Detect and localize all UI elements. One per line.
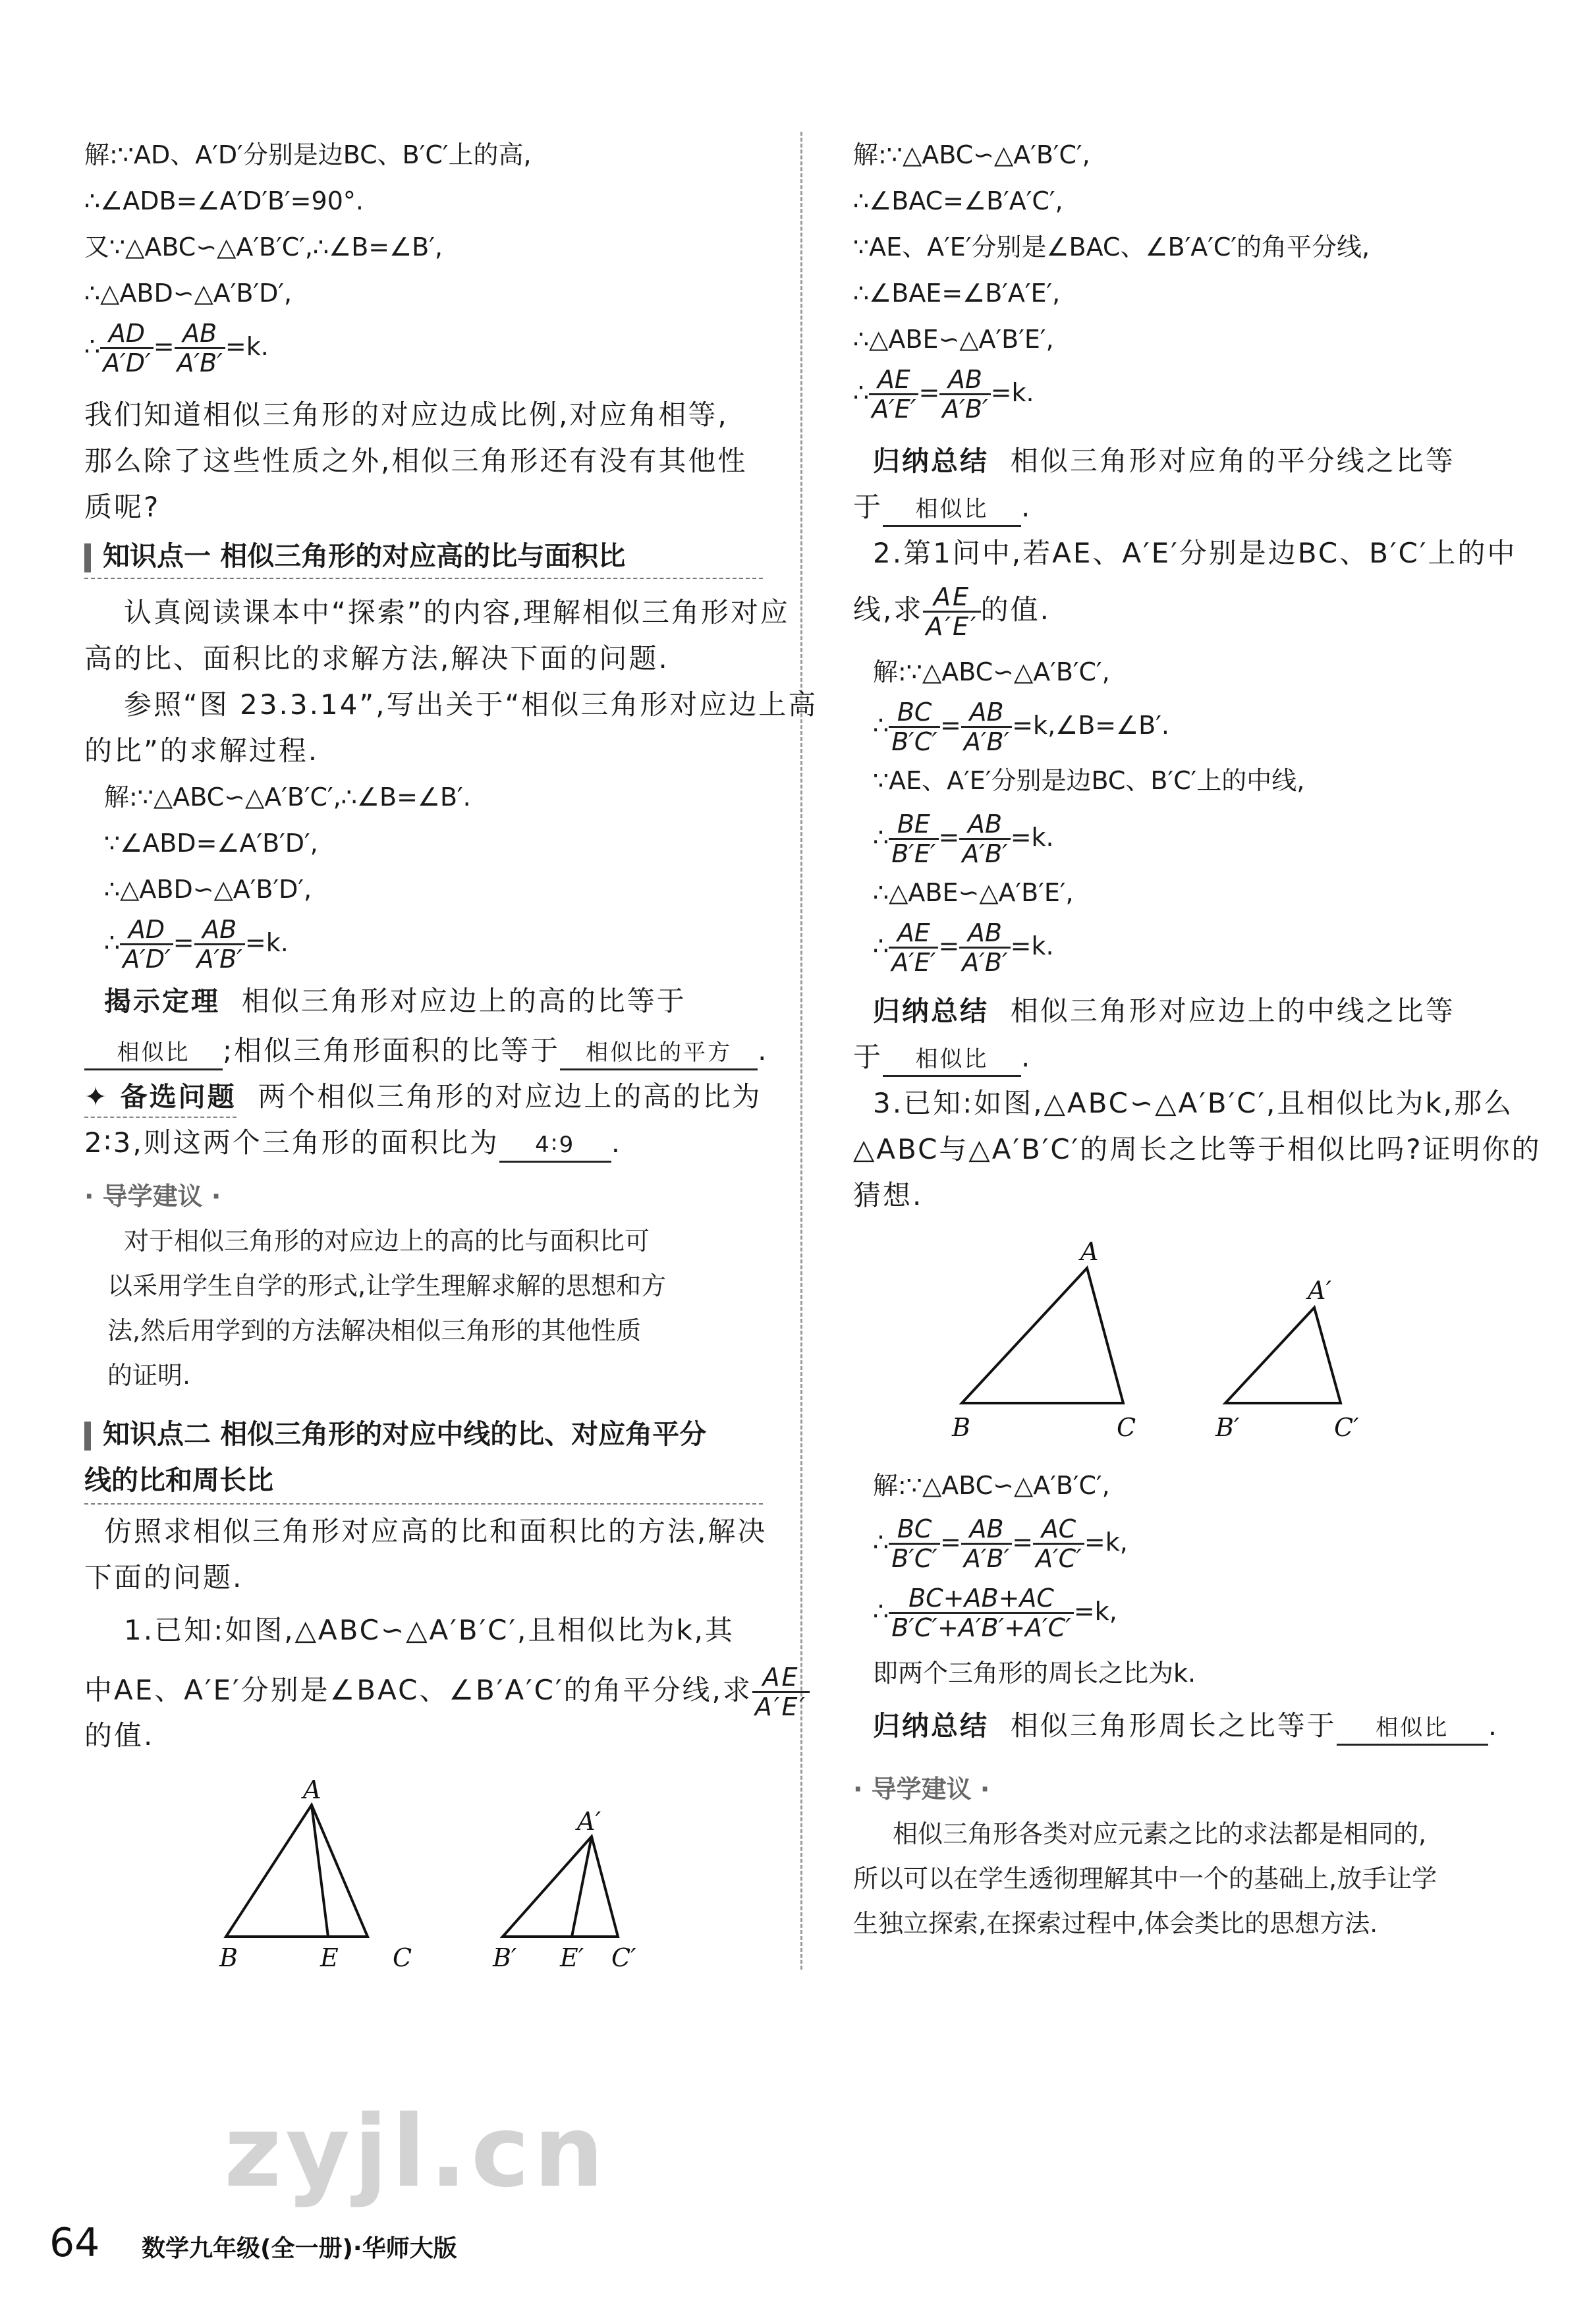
knowledge-point-1-title: 知识点一 相似三角形的对应高的比与面积比 — [84, 535, 625, 577]
q1-line-2: 中AE、A′E′分别是∠BAC、∠B′A′C′的角平分线,求 $\frac{AE}{A'E'}$ — [84, 1663, 810, 1721]
proof4-line-3: ∴△ABE∽△A′B′E′, — [873, 878, 1074, 907]
summary-tag: 归纳总结 — [873, 1710, 989, 1742]
page-number: 64 — [49, 2220, 100, 2266]
fraction: $\frac{BC}{B'C'}$ — [889, 698, 940, 756]
bisector-a2e2 — [572, 1837, 592, 1937]
proof1-line-2: ∴∠ADB=∠A′D′B′=90°. — [84, 186, 364, 215]
guide-title: · 导学建议 · — [84, 1182, 221, 1211]
fraction: $\frac{AB}{A'B'}$ — [175, 319, 225, 377]
guide-text-3: 法,然后用学到的方法解决相似三角形的其他性质 — [107, 1316, 642, 1345]
guide-text-3: 生独立探索,在探索过程中,体会类比的思想方法. — [853, 1909, 1378, 1938]
proof3-line-1: 解:∵△ABC∽△A′B′C′, — [853, 140, 1090, 169]
fraction: $\frac{BC}{B'C'}$ — [889, 1515, 940, 1572]
fraction: $\frac{AE}{A'E'}$ — [752, 1663, 810, 1721]
guide-text-2: 以采用学生自学的形式,让学生理解求解的思想和方 — [107, 1271, 667, 1300]
fraction: $\frac{BC+AB+AC}{B'C'+A'B'+A'C'}$ — [889, 1584, 1074, 1642]
proof4-ratio-2: ∴ $\frac{BE}{B'E'}$ = $\frac{AB}{A'B'}$ =k. — [873, 810, 1054, 868]
intro-line-1: 我们知道相似三角形的对应边成比例,对应角相等, — [84, 399, 729, 431]
proof4-ratio-1: ∴ $\frac{BC}{B'C'}$ = $\frac{AB}{A'B'}$ =k,∠B=∠B′. — [873, 698, 1169, 756]
kp1-text-3: 参照“图 23.3.14”,写出关于“相似三角形对应边上高 — [124, 688, 818, 721]
q3-line-1: 3.已知:如图,△ABC∽△A′B′C′,且相似比为k,那么 — [873, 1087, 1514, 1119]
fraction: $\frac{AB}{A'B'}$ — [961, 698, 1012, 756]
fraction: $\frac{AD}{A'D'}$ — [120, 916, 173, 973]
triangle-a2b2c2 — [1225, 1308, 1341, 1403]
proof3-line-3: ∵AE、A′E′分别是∠BAC、∠B′A′C′的角平分线, — [853, 233, 1370, 262]
answer-blank[interactable]: 相似比 — [883, 493, 1021, 527]
summary-1-line-1: 归纳总结 相似三角形对应角的平分线之比等 — [873, 441, 1455, 481]
fraction: $\frac{AE}{A'E'}$ — [889, 919, 938, 976]
theorem-line-2: 相似比 ;相似三角形面积的比等于 相似比的平方 . — [84, 1031, 769, 1070]
fraction: $\frac{AB}{A'B'}$ — [194, 916, 245, 973]
fraction: $\frac{AB}{A'B'}$ — [959, 810, 1010, 868]
q3-line-2: △ABC与△A′B′C′的周长之比等于相似比吗?证明你的 — [853, 1133, 1542, 1165]
proof2-ratio: ∴ $\frac{AD}{A'D'}$ = $\frac{AB}{A'B'}$ =k. — [104, 915, 289, 974]
guide-text-4: 的证明. — [107, 1361, 191, 1390]
label-b2: B′ — [1215, 1413, 1240, 1442]
proof2-line-2: ∵∠ABD=∠A′B′D′, — [104, 829, 318, 858]
summary-2-line-2: 于 相似比 . — [853, 1038, 1032, 1077]
q2-line-2: 线,求 $\frac{AE}{A'E'}$ 的值. — [853, 582, 1051, 641]
triangle-abc — [226, 1805, 368, 1937]
backup-tag: ✦ 备选问题 — [84, 1077, 237, 1118]
proof2-line-3: ∴△ABD∽△A′B′D′, — [104, 875, 312, 904]
fraction: $\frac{AD}{A'D'}$ — [100, 319, 153, 377]
kp1-text-2: 高的比、面积比的求解方法,解决下面的问题. — [84, 642, 669, 675]
summary-tag: 归纳总结 — [873, 995, 989, 1027]
proof3-line-2: ∴∠BAC=∠B′A′C′, — [853, 186, 1063, 215]
proof3-line-4: ∴∠BAE=∠B′A′E′, — [853, 279, 1061, 308]
backup-line-1: ✦ 备选问题 两个相似三角形的对应边上的高的比为 — [84, 1077, 762, 1118]
triangle-a2b2c2 — [503, 1837, 618, 1937]
label-e2: E′ — [560, 1943, 584, 1972]
q3-line-3: 猜想. — [853, 1179, 924, 1211]
proof4-line-1: 解:∵△ABC∽△A′B′C′, — [873, 657, 1110, 686]
knowledge-point-2-title: 知识点二 相似三角形的对应中线的比、对应角平分 — [84, 1413, 706, 1455]
section-rule — [84, 578, 763, 579]
q2-line-1: 2.第1问中,若AE、A′E′分别是边BC、B′C′上的中 — [873, 537, 1517, 569]
proof5-ratio-2: ∴ $\frac{BC+AB+AC}{B'C'+A'B'+A'C'}$ =k, — [873, 1584, 1117, 1642]
proof1-line-4: ∴△ABD∽△A′B′D′, — [84, 279, 293, 308]
knowledge-point-2-title-cont: 线的比和周长比 — [84, 1464, 273, 1496]
label-a: A — [1080, 1237, 1099, 1266]
kp2-text-1: 仿照求相似三角形对应高的比和面积比的方法,解决 — [104, 1515, 767, 1547]
kp1-text-4: 的比”的求解过程. — [84, 734, 320, 767]
proof4-line-2: ∵AE、A′E′分别是边BC、B′C′上的中线, — [873, 766, 1305, 795]
proof1-line-1: 解:∵AD、A′D′分别是边BC、B′C′上的高, — [84, 140, 532, 169]
guide-text-1: 相似三角形各类对应元素之比的求法都是相同的, — [893, 1819, 1427, 1848]
theorem-tag: 揭示定理 — [104, 985, 220, 1017]
answer-blank[interactable]: 4∶9 — [499, 1129, 611, 1163]
watermark: zyjl.cn — [224, 2095, 608, 2209]
summary-tag: 归纳总结 — [873, 445, 989, 477]
guide-title: · 导学建议 · — [853, 1775, 990, 1804]
theorem-line-1: 揭示定理 相似三角形对应边上的高的比等于 — [104, 982, 686, 1021]
label-a: A — [303, 1779, 321, 1804]
proof1-line-3: 又∵△ABC∽△A′B′C′,∴∠B=∠B′, — [84, 233, 443, 262]
section-marker — [84, 543, 91, 572]
fraction: $\frac{AB}{A'B'}$ — [939, 366, 990, 423]
figure-2 — [853, 1232, 1519, 1456]
answer-blank[interactable]: 相似比 — [883, 1043, 1021, 1077]
kp2-text-2: 下面的问题. — [84, 1561, 244, 1593]
proof4-ratio-3: ∴ $\frac{AE}{A'E'}$ = $\frac{AB}{A'B'}$ =k. — [873, 918, 1054, 977]
label-e: E — [320, 1943, 339, 1972]
figure-1 — [84, 1779, 763, 2121]
summary-2-line-1: 归纳总结 相似三角形对应边上的中线之比等 — [873, 991, 1455, 1031]
section-rule — [84, 1503, 763, 1505]
fraction: $\frac{AE}{A'E'}$ — [869, 366, 918, 423]
label-b: B — [219, 1943, 238, 1972]
label-c: C — [393, 1943, 412, 1972]
answer-blank[interactable]: 相似比 — [1337, 1712, 1488, 1746]
proof2-line-1: 解:∵△ABC∽△A′B′C′,∴∠B=∠B′. — [104, 783, 471, 812]
triangle-abc — [962, 1268, 1123, 1403]
proof5-line-1: 解:∵△ABC∽△A′B′C′, — [873, 1471, 1110, 1500]
guide-text-1: 对于相似三角形的对应边上的高的比与面积比可 — [124, 1227, 650, 1256]
kp1-text-1: 认真阅读课本中“探索”的内容,理解相似三角形对应 — [124, 596, 790, 628]
label-b2: B′ — [493, 1943, 517, 1972]
fraction: $\frac{AC}{A'C'}$ — [1033, 1515, 1084, 1572]
label-c2: C′ — [1334, 1413, 1359, 1442]
summary-1-line-2: 于 相似比 . — [853, 487, 1032, 527]
guide-text-2: 所以可以在学生透彻理解其中一个的基础上,放手让学 — [853, 1864, 1437, 1893]
proof3-line-5: ∴△ABE∽△A′B′E′, — [853, 325, 1054, 354]
fraction: $\frac{AB}{A'B'}$ — [959, 919, 1010, 976]
proof1-ratio: ∴ $\frac{AD}{A'D'}$ = $\frac{AB}{A'B'}$ =k. — [84, 319, 269, 377]
fraction: $\frac{AE}{A'E'}$ — [923, 583, 980, 640]
label-a2: A′ — [577, 1807, 601, 1836]
label-b: B — [952, 1413, 970, 1442]
answer-blank[interactable]: 相似比的平方 — [560, 1037, 758, 1070]
summary-3-line: 归纳总结 相似三角形周长之比等于 相似比 . — [873, 1706, 1499, 1746]
answer-blank[interactable]: 相似比 — [84, 1037, 223, 1070]
fraction: $\frac{AB}{A'B'}$ — [961, 1515, 1012, 1572]
backup-line-2: 2∶3,则这两个三角形的面积比为 4∶9 . — [84, 1123, 622, 1163]
intro-line-3: 质呢? — [84, 491, 161, 523]
section-marker — [84, 1422, 91, 1451]
label-c: C — [1117, 1413, 1136, 1442]
proof5-line-2: 即两个三角形的周长之比为k. — [873, 1659, 1196, 1688]
q1-line-1: 1.已知:如图,△ABC∽△A′B′C′,且相似比为k,其 — [124, 1614, 735, 1646]
book-title: 数学九年级(全一册)·华师大版 — [142, 2235, 457, 2262]
q1-line-3: 的值. — [84, 1719, 155, 1752]
fraction: $\frac{BE}{B'E'}$ — [889, 810, 938, 868]
label-a2: A′ — [1308, 1276, 1332, 1305]
proof5-ratio-1: ∴ $\frac{BC}{B'C'}$ = $\frac{AB}{A'B'}$ = $\frac{AC}{A'C'}$ =k, — [873, 1514, 1128, 1573]
proof3-ratio: ∴ $\frac{AE}{A'E'}$ = $\frac{AB}{A'B'}$ =k. — [853, 365, 1034, 424]
label-c2: C′ — [611, 1943, 636, 1972]
intro-line-2: 那么除了这些性质之外,相似三角形还有没有其他性 — [84, 445, 748, 477]
